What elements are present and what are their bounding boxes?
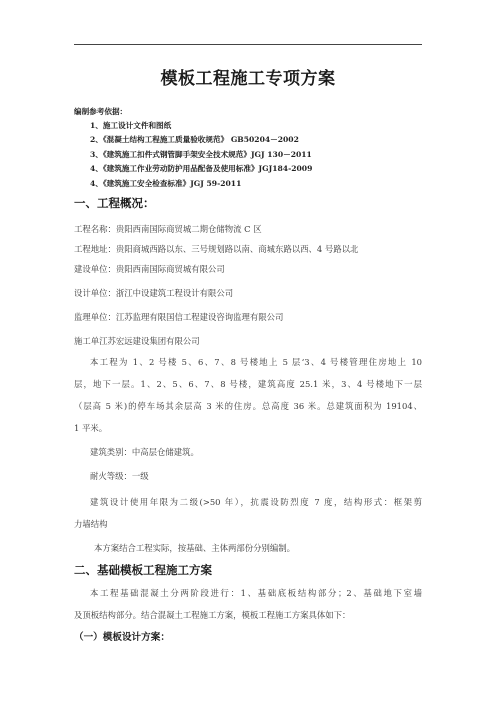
project-info-line: 建设单位：贵阳西南国际商贸城有限公司 bbox=[74, 264, 225, 274]
reference-item: 2、《混凝土结构工程施工质量验收规范》 GB50204－2002 bbox=[90, 135, 299, 144]
reference-item: 4、《建筑施工安全检查标准》JGJ 59-2011 bbox=[90, 179, 242, 188]
design-paragraph-line: 建筑设计使用年限为二级(>50 年），抗震设防烈度 7 度，结构形式：框架剪 bbox=[90, 497, 422, 507]
project-info-line: 设计单位：浙江中设建筑工程设计有限公司 bbox=[74, 288, 234, 298]
overview-paragraph-line: 本工程为 1、2 号楼 5、6、7、8 号楼地上 5 层‘3、4 号楼管理住房地上 10 bbox=[90, 357, 422, 367]
section-heading: 一、工程概况： bbox=[74, 196, 155, 210]
overview-paragraph-line: 层，地下一层。1、2、5、6、7、8 号楼，建筑高度 25.1 米，3、4 号楼地下一层 bbox=[74, 379, 422, 389]
header-rule bbox=[74, 44, 422, 45]
project-info-line: 监理单位：江苏监理有限国信工程建设咨询监理有限公司 bbox=[74, 312, 284, 322]
sub-heading: （一）模板设计方案： bbox=[74, 632, 170, 643]
reference-item: 3、《建筑施工扣件式钢管脚手架安全技术规范》JGJ 130－2011 bbox=[90, 150, 312, 159]
project-info-line: 施工单江苏宏远建设集团有限公司 bbox=[74, 336, 200, 346]
design-paragraph-line: 力墙结构 bbox=[74, 519, 108, 529]
foundation-paragraph-line: 及顶板结构部分。结合混凝土工程施工方案，模板工程施工方案具体如下： bbox=[74, 610, 351, 620]
project-info-line: 工程名称：贵阳西南国际商贸城二期仓储物流 C 区 bbox=[74, 224, 262, 234]
project-info-line: 工程地址：贵阳商城西路以东、三号规划路以南、商城东路以西、4 号路以北 bbox=[74, 244, 359, 254]
page-title: 模板工程施工专项方案 bbox=[160, 69, 336, 89]
reference-item: 1、施工设计文件和图纸 bbox=[90, 121, 172, 130]
plan-note: 本方案结合工程实际，按基础、主体两部份分别编制。 bbox=[94, 543, 295, 553]
foundation-paragraph-line: 本工程基础混凝土分两阶段进行：1、基础底板结构部分；2、基础地下室墙 bbox=[90, 588, 422, 598]
references-heading: 编制参考依据： bbox=[74, 107, 128, 116]
reference-item: 4、《建筑施工作业劳动防护用品配备及使用标准》JGJ184-2009 bbox=[90, 164, 313, 173]
building-category: 建筑类别：中高层仓储建筑。 bbox=[90, 447, 199, 457]
fire-rating: 耐火等级：一级 bbox=[90, 471, 149, 481]
overview-paragraph-line: （层高 5 米)的停车场其余层高 3 米的住房。总高度 36 米。总建筑面积为 19104、 bbox=[74, 401, 422, 411]
overview-paragraph-line: 1 平米。 bbox=[74, 423, 108, 433]
section-heading: 二、基础模板工程施工方案 bbox=[74, 563, 212, 577]
